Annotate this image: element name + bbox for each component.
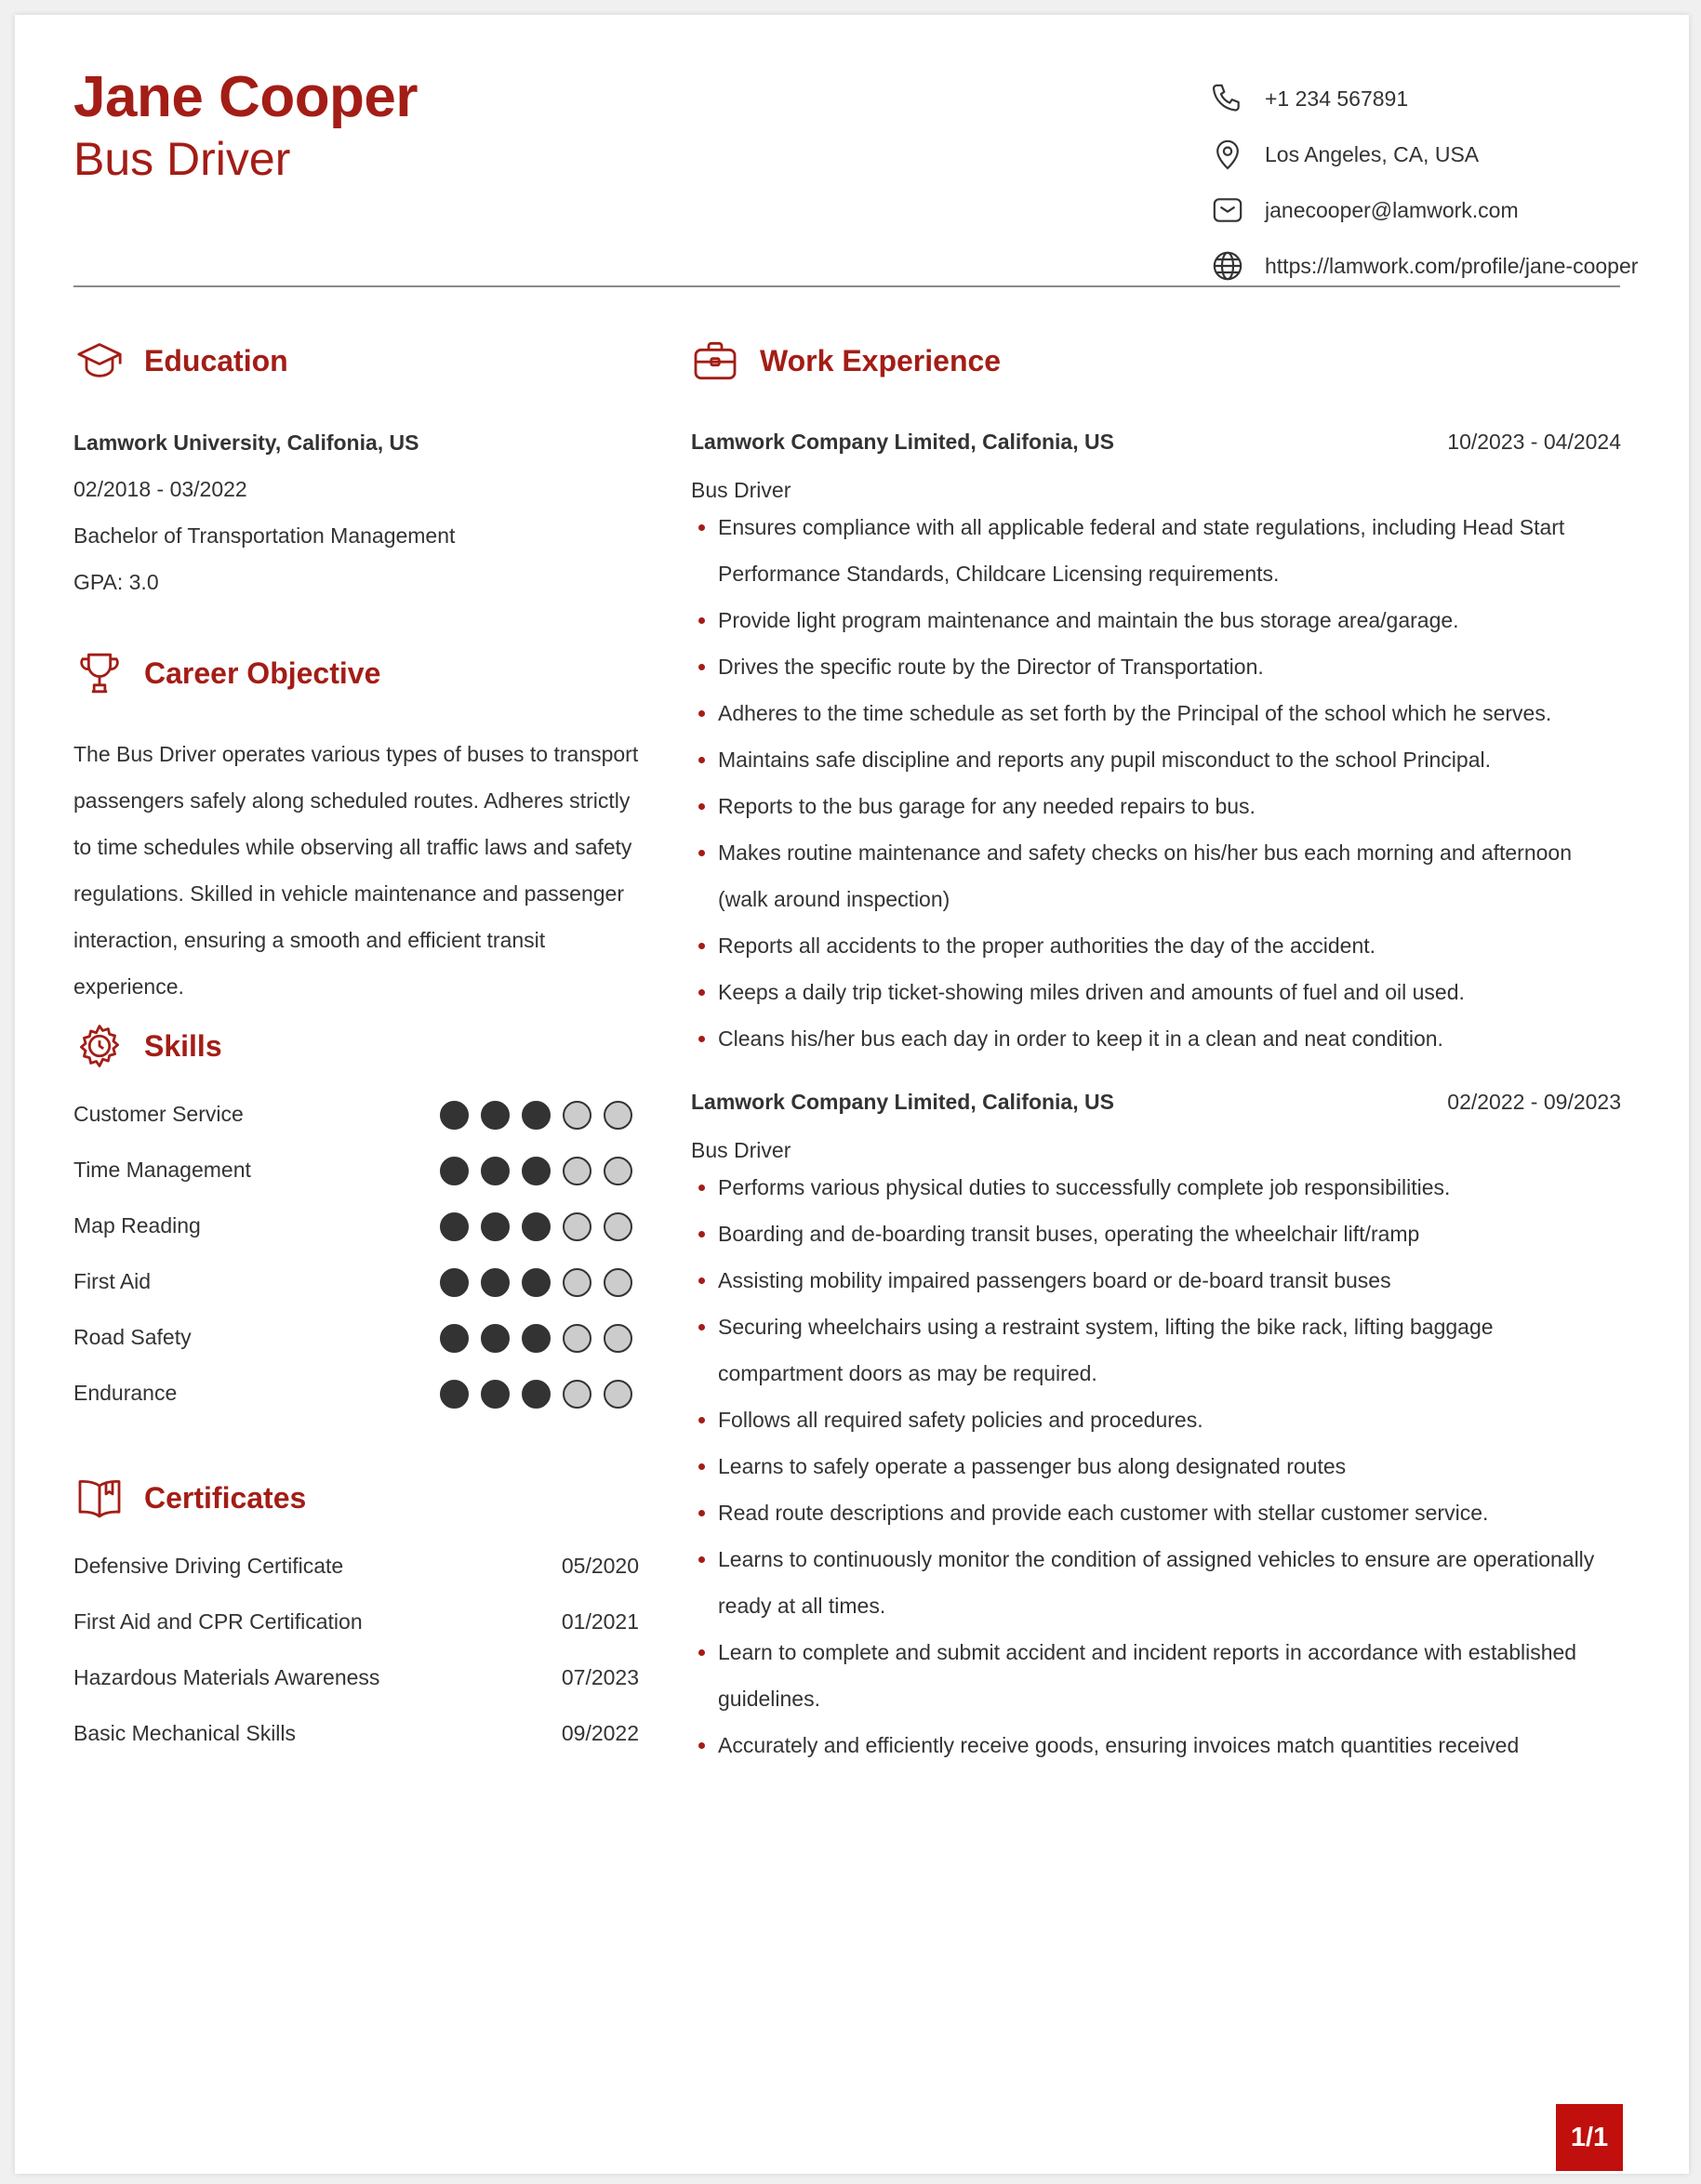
- rating-dot-filled: [481, 1268, 510, 1297]
- responsibility-item: Provide light program maintenance and maintain the bus storage area/garage.: [691, 597, 1620, 643]
- skill-name: Customer Service: [73, 1102, 244, 1126]
- skill-rating: [440, 1157, 645, 1185]
- skill-rating: [440, 1212, 645, 1241]
- responsibility-item: Assisting mobility impaired passengers board or de-board transit buses: [691, 1257, 1620, 1304]
- envelope-icon: [1209, 192, 1246, 229]
- page-indicator: 1/1: [1556, 2104, 1623, 2171]
- rating-dot-filled: [522, 1268, 551, 1297]
- education-title: Education: [144, 343, 288, 377]
- job-dates: 02/2022 - 09/2023: [1447, 1090, 1621, 1114]
- rating-dot-empty: [604, 1268, 632, 1297]
- contact-email-text[interactable]: janecooper@lamwork.com: [1265, 197, 1519, 222]
- skill-row: [73, 1319, 650, 1357]
- certificate-date: 09/2022: [561, 1721, 639, 1745]
- job-title: Bus Driver: [691, 1138, 791, 1162]
- responsibility-item: Performs various physical duties to successfully complete job responsibilities.: [691, 1164, 1620, 1211]
- contact-email[interactable]: [1209, 192, 1674, 229]
- rating-dot-empty: [604, 1212, 632, 1241]
- responsibility-item: Learns to safely operate a passenger bus along designated routes: [691, 1443, 1620, 1489]
- skill-rating: [440, 1380, 645, 1409]
- skills-header: [73, 1018, 222, 1074]
- rating-dot-filled: [522, 1324, 551, 1353]
- job-responsibilities: [691, 504, 1621, 1062]
- work-title: Work Experience: [760, 343, 1002, 377]
- rating-dot-filled: [522, 1157, 551, 1185]
- rating-dot-empty: [604, 1101, 632, 1130]
- education-school: Lamwork University, Califonia, US: [73, 430, 419, 455]
- rating-dot-filled: [481, 1157, 510, 1185]
- rating-dot-empty: [563, 1212, 591, 1241]
- skill-row: [73, 1096, 650, 1133]
- rating-dot-filled: [481, 1380, 510, 1409]
- responsibility-item: Keeps a daily trip ticket-showing miles driven and amounts of fuel and oil used.: [691, 969, 1620, 1015]
- rating-dot-filled: [522, 1212, 551, 1241]
- work-header: [689, 333, 1001, 389]
- rating-dot-empty: [563, 1157, 591, 1185]
- skill-row: [73, 1375, 650, 1412]
- contact-website-text[interactable]: https://lamwork.com/profile/jane-cooper: [1265, 253, 1639, 278]
- certificate-name: Hazardous Materials Awareness: [73, 1665, 380, 1689]
- contact-location-text: Los Angeles, CA, USA: [1265, 141, 1480, 166]
- skills-title: Skills: [144, 1028, 222, 1063]
- rating-dot-empty: [563, 1268, 591, 1297]
- skill-name: Endurance: [73, 1381, 178, 1405]
- gear-clock-icon: [73, 1020, 126, 1072]
- certificate-name: Defensive Driving Certificate: [73, 1554, 344, 1578]
- certificate-row: [73, 1660, 639, 1697]
- rating-dot-filled: [440, 1380, 469, 1409]
- skill-row: [73, 1208, 650, 1245]
- skill-name: Map Reading: [73, 1213, 201, 1238]
- resume-page: [15, 15, 1689, 2174]
- certificate-row: [73, 1715, 639, 1753]
- certificate-name: Basic Mechanical Skills: [73, 1721, 297, 1745]
- certificates-title: Certificates: [144, 1480, 307, 1515]
- rating-dot-empty: [604, 1324, 632, 1353]
- job-dates: 10/2023 - 04/2024: [1447, 430, 1621, 454]
- objective-text: The Bus Driver operates various types of buses to transport passengers safely along scheduled routes. Adheres strictly to time schedules while observing all traffic laws and safety regulations. Skilled in vehicle maintenance and passenger interaction, ensuring a smooth and efficient transit experience.: [73, 742, 639, 999]
- contact-phone: [1209, 80, 1674, 117]
- responsibility-item: Follows all required safety policies and procedures.: [691, 1396, 1620, 1443]
- rating-dot-filled: [440, 1324, 469, 1353]
- skill-row: [73, 1264, 650, 1301]
- skill-name: First Aid: [73, 1269, 152, 1293]
- candidate-name: Jane Cooper: [73, 65, 419, 129]
- responsibility-item: Securing wheelchairs using a restraint system, lifting the bike rack, lifting baggage compartment doors as may be required.: [691, 1304, 1620, 1396]
- responsibility-item: Accurately and efficiently receive goods, ensuring invoices match quantities received: [691, 1722, 1620, 1768]
- responsibility-item: Makes routine maintenance and safety checks on his/her bus each morning and afternoon (walk around inspection): [691, 829, 1620, 922]
- phone-icon: [1209, 80, 1246, 117]
- responsibility-item: Maintains safe discipline and reports any pupil misconduct to the school Principal.: [691, 736, 1620, 783]
- rating-dot-filled: [481, 1324, 510, 1353]
- responsibility-item: Learn to complete and submit accident and incident reports in accordance with established guidelines.: [691, 1629, 1620, 1722]
- skill-name: Road Safety: [73, 1325, 192, 1349]
- responsibility-item: Reports to the bus garage for any needed repairs to bus.: [691, 783, 1620, 829]
- candidate-role: Bus Driver: [73, 133, 291, 185]
- objective-header: [73, 645, 380, 701]
- rating-dot-filled: [440, 1101, 469, 1130]
- certificate-date: 01/2021: [561, 1609, 639, 1634]
- responsibility-item: Read route descriptions and provide each customer with stellar customer service.: [691, 1489, 1620, 1536]
- rating-dot-filled: [522, 1101, 551, 1130]
- responsibility-item: Boarding and de-boarding transit buses, operating the wheelchair lift/ramp: [691, 1211, 1620, 1257]
- job-entry: [691, 1090, 1621, 1768]
- responsibility-item: Ensures compliance with all applicable federal and state regulations, including Head Start Performance Standards, Childcare Licensing requirements.: [691, 504, 1620, 597]
- responsibility-item: Reports all accidents to the proper authorities the day of the accident.: [691, 922, 1620, 969]
- rating-dot-filled: [440, 1212, 469, 1241]
- rating-dot-empty: [563, 1380, 591, 1409]
- responsibility-item: Adheres to the time schedule as set forth by the Principal of the school which he serves.: [691, 690, 1620, 736]
- responsibility-item: Drives the specific route by the Director of Transportation.: [691, 643, 1620, 690]
- contact-phone-text: +1 234 567891: [1265, 86, 1409, 111]
- job-company: Lamwork Company Limited, Califonia, US: [691, 1090, 1114, 1114]
- rating-dot-filled: [481, 1212, 510, 1241]
- rating-dot-filled: [440, 1268, 469, 1297]
- contact-website[interactable]: [1209, 247, 1674, 285]
- job-title: Bus Driver: [691, 478, 791, 502]
- briefcase-icon: [689, 335, 741, 387]
- certificate-row: [73, 1548, 639, 1585]
- rating-dot-filled: [481, 1101, 510, 1130]
- rating-dot-filled: [522, 1380, 551, 1409]
- education-gpa: GPA: 3.0: [73, 570, 159, 594]
- certificates-header: [73, 1470, 306, 1526]
- certificate-date: 05/2020: [561, 1554, 639, 1578]
- job-responsibilities: [691, 1164, 1621, 1768]
- responsibility-item: Cleans his/her bus each day in order to keep it in a clean and neat condition.: [691, 1015, 1620, 1062]
- contact-location: [1209, 136, 1674, 173]
- skill-rating: [440, 1268, 645, 1297]
- skill-name: Time Management: [73, 1158, 251, 1182]
- trophy-icon: [73, 647, 126, 699]
- job-entry: [691, 430, 1621, 1062]
- rating-dot-empty: [563, 1101, 591, 1130]
- education-dates: 02/2018 - 03/2022: [73, 477, 247, 501]
- certificate-name: First Aid and CPR Certification: [73, 1609, 363, 1634]
- certificate-row: [73, 1604, 639, 1641]
- certificate-date: 07/2023: [561, 1665, 639, 1689]
- education-header: [73, 333, 288, 389]
- location-pin-icon: [1209, 136, 1246, 173]
- open-book-icon: [73, 1472, 126, 1524]
- rating-dot-empty: [604, 1157, 632, 1185]
- rating-dot-filled: [440, 1157, 469, 1185]
- graduation-cap-icon: [73, 335, 126, 387]
- skill-rating: [440, 1324, 645, 1353]
- objective-title: Career Objective: [144, 655, 381, 690]
- header-divider: [73, 285, 1620, 287]
- rating-dot-empty: [604, 1380, 632, 1409]
- globe-icon: [1209, 247, 1246, 285]
- rating-dot-empty: [563, 1324, 591, 1353]
- skill-rating: [440, 1101, 645, 1130]
- skill-row: [73, 1152, 650, 1189]
- responsibility-item: Learns to continuously monitor the condition of assigned vehicles to ensure are operationally ready at all times.: [691, 1536, 1620, 1629]
- education-degree: Bachelor of Transportation Management: [73, 523, 456, 548]
- job-company: Lamwork Company Limited, Califonia, US: [691, 430, 1114, 454]
